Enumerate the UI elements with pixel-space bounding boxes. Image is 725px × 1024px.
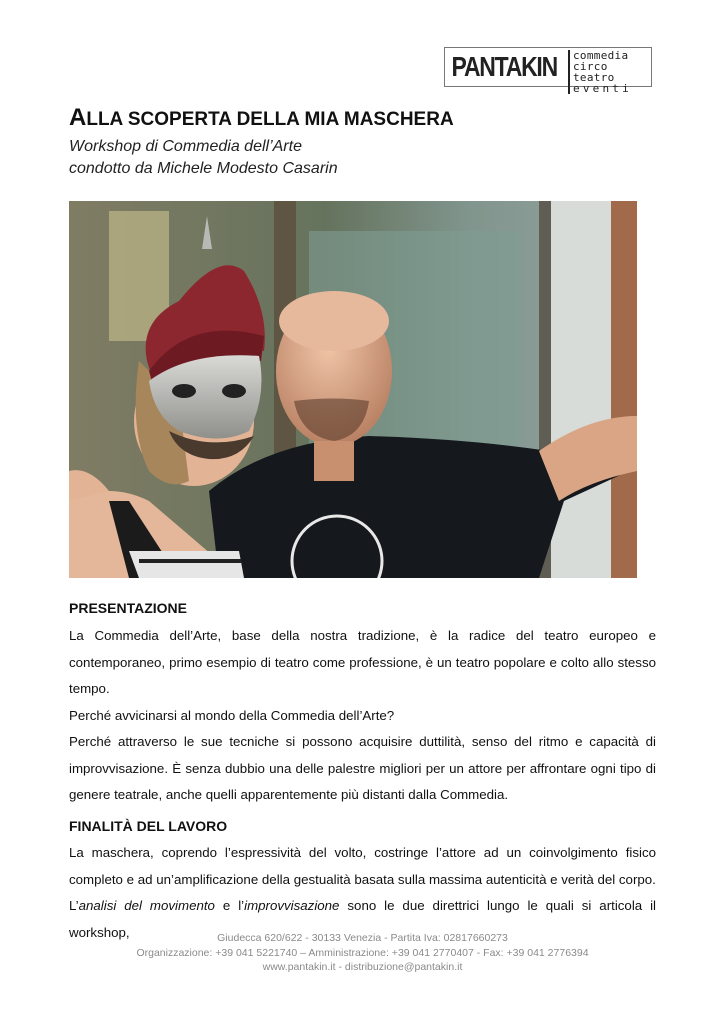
footer-address: Giudecca 620/622 - 30133 Venezia - Partita Iva: 02817660273 (217, 932, 508, 944)
emphasis-analisi: analisi del movimento (78, 898, 215, 913)
emphasis-improvvisazione: improvvisazione (244, 898, 340, 913)
footer-phones: Organizzazione: +39 041 5221740 – Amministrazione: +39 041 2770407 - Fax: +39 041 2776394 (136, 946, 589, 959)
instructor-subtitle: condotto da Michele Modesto Casarin (69, 160, 338, 177)
text-run: L’ (69, 898, 79, 913)
workshop-photo (69, 201, 637, 578)
paragraph: La Commedia dell’Arte, base della nostra tradizione, è la radice del teatro europeo e contemporaneo, primo esempio di teatro come professione, è un teatro popolare e colto allo stesso tempo. (69, 628, 656, 696)
logo-tagline (568, 50, 651, 94)
workshop-subtitle: Workshop di Commedia dell’Arte (69, 138, 302, 155)
section-heading-finalita: FINALITÀ DEL LAVORO (69, 818, 228, 834)
section-heading-presentazione: PRESENTAZIONE (69, 600, 187, 616)
paragraph: Perché attraverso le sue tecniche si possono acquisire duttilità, senso del ritmo e capacità di improvvisazione. È senza dubbio una delle palestre migliori per un attore per affrontare ogni tipo di genere teatrale, anche quelli apparentemente più distanti dalla Commedia. (69, 734, 656, 802)
logo-line-circo-teatro: circo teatro (573, 60, 615, 84)
page-title (69, 104, 454, 132)
text-run: e l’ (214, 898, 245, 913)
text-run: sono le due direttrici lungo le quali si articola il workshop, (69, 898, 656, 940)
paragraph: Perché avvicinarsi al mondo della Commedia dell’Arte? (69, 707, 395, 723)
pantakin-logo (444, 47, 652, 95)
paragraph: La maschera, coprendo l’espressività del volto, costringe l’attore ad un coinvolgimento fisico completo e ad un’amplificazione della gestualità basata sulla massima autenticità e verità del corpo. (69, 845, 656, 887)
logo-line-commedia: commedia (573, 49, 629, 62)
page-footer (0, 931, 725, 975)
presentazione-text (69, 623, 656, 809)
logo-line-eventi: eventi (573, 82, 632, 95)
footer-web-email: www.pantakin.it - distribuzione@pantakin.it (262, 961, 463, 973)
title-initial: A (69, 104, 87, 131)
title-rest: LLA SCOPERTA DELLA MIA MASCHERA (86, 109, 454, 130)
logo-name: PANTAKIN (451, 51, 557, 82)
